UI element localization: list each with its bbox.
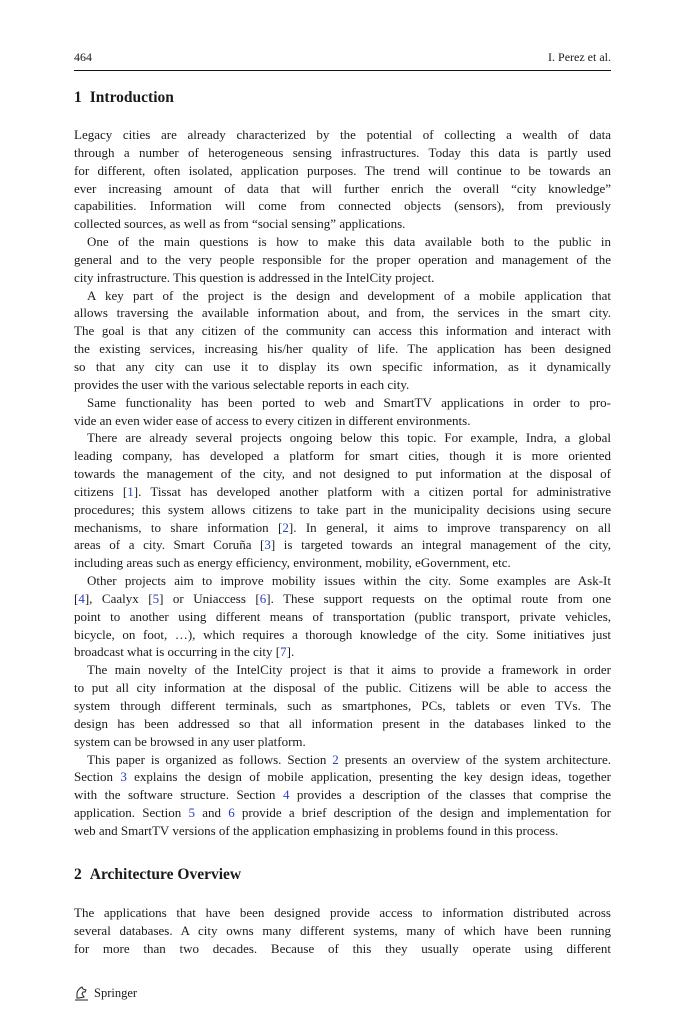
text-line: towards the management of the city, and not designed to put information at the disposal of (74, 466, 611, 482)
text-line: A key part of the project is the design and development of a mobile application that (87, 287, 611, 303)
section-body-architecture (74, 904, 611, 958)
section-heading-introduction (74, 89, 174, 107)
text-line: system through different terminals, such as smartphones, PCs, tablets or even TVs. The (74, 698, 611, 713)
section-body-introduction (74, 126, 611, 840)
text-line (74, 751, 611, 769)
text-line (74, 519, 611, 537)
text-line (74, 643, 611, 661)
citation-link[interactable]: 1 (127, 483, 134, 499)
text-segment: presents an overview of the system architecture. (338, 751, 611, 767)
text-line: the existing services, increasing his/her quality of life. The application has been designed (74, 341, 611, 357)
running-authors: I. Perez et al. (548, 50, 611, 64)
citation-link[interactable]: 5 (152, 590, 160, 606)
text-line: There are already several projects ongoing below this topic. For example, Indra, a global (87, 430, 611, 446)
text-line: The applications that have been designed provide access to information distributed across (74, 905, 611, 920)
text-line: ever increasing amount of data that will further enrich the overall “city knowledge” (74, 180, 611, 196)
text-segment: Section (74, 769, 121, 785)
section-title: Architecture Overview (89, 866, 242, 883)
citation-link[interactable]: 6 (259, 590, 267, 606)
text-segment: ] or Uniaccess [ (159, 590, 260, 606)
text-line (74, 536, 611, 554)
text-line: including areas such as energy efficiency, environment, mobility, eGovernment, etc. (74, 555, 511, 571)
page-number: 464 (74, 50, 92, 64)
text-segment: ]. Tissat has developed another platform with a citizen portal for administrative (133, 483, 611, 499)
header-rule (74, 70, 611, 71)
text-line: bicycle, on foot, …), which requires a thorough knowledge of the city. Some initiatives just (74, 626, 611, 642)
text-line: allows traversing the available information about, and from, the services in the smart city. (74, 305, 611, 321)
text-line: collected sources, as well as from “social sensing” applications. (74, 216, 406, 232)
text-line: Other projects aim to improve mobility issues within the city. Some examples are Ask-It (87, 573, 611, 589)
text-line: Legacy cities are already characterized by the potential of collecting a wealth of data (74, 127, 611, 142)
text-line: One of the main questions is how to make this data available both to the public in (87, 234, 611, 250)
text-line (74, 786, 611, 804)
citation-link[interactable]: 2 (282, 519, 289, 535)
text-line: vide an even wider ease of access to every citizen in different environments. (74, 412, 471, 428)
text-segment: citizens [ (74, 483, 128, 499)
text-line: design has been addressed so that all information present in the databases linked to the (74, 715, 611, 731)
text-segment: ]. These support requests on the optimal route from one (266, 590, 611, 606)
text-line: city infrastructure. This question is addressed in the IntelCity project. (74, 269, 435, 285)
section-title: Introduction (89, 89, 174, 106)
text-line: for different, often isolated, application purposes. The trend will continue to be towards an (74, 162, 611, 178)
text-line (74, 768, 611, 786)
text-segment: application. Section (74, 805, 189, 821)
text-line: procedures; this system allows citizens to take part in the municipality decisions using secure (74, 501, 611, 517)
text-line: The goal is that any citizen of the community can access this information and interact with (74, 323, 611, 339)
section-heading-architecture (74, 866, 241, 884)
text-line: system can be browsed in any user platform. (74, 733, 306, 749)
publisher-footer (74, 985, 137, 1001)
text-line: The main novelty of the IntelCity project is that it aims to provide a framework in order (87, 662, 611, 678)
text-line: to put all city information at the disposal of the public. Citizens will be able to access the (74, 680, 611, 696)
text-segment: and (194, 805, 229, 821)
text-segment: [ (74, 590, 79, 606)
citation-link[interactable]: 3 (120, 769, 127, 785)
text-line: for more than two decades. Because of this they usually operate using different (74, 940, 611, 956)
citation-link[interactable]: 4 (78, 590, 85, 606)
text-line: several databases. A city owns many different systems, many of which have been running (74, 922, 611, 938)
text-line: Same functionality has been ported to web and SmartTV applications in order to pro- (87, 394, 611, 410)
citation-link[interactable]: 4 (282, 787, 290, 803)
citation-link[interactable]: 7 (280, 644, 287, 660)
citation-link[interactable]: 2 (332, 751, 339, 767)
text-line (74, 590, 611, 608)
text-segment: with the software structure. Section (74, 787, 283, 803)
citation-link[interactable]: 3 (264, 537, 271, 553)
publisher-name: Springer (94, 985, 138, 1000)
text-line: so that any city can use it to display its own specific information, as it dynamically (74, 358, 611, 374)
citation-link[interactable]: 5 (188, 805, 195, 821)
section-number: 2 (74, 866, 82, 883)
text-line: through a number of heterogeneous sensing infrastructures. Today this data is partly used (74, 144, 611, 160)
text-segment: This paper is organized as follows. Section (87, 751, 333, 767)
text-segment: provide a brief description of the design and implementation for (234, 805, 611, 821)
text-line (74, 483, 611, 501)
text-line: point to another using different means of transportation (public transport, private vehicles, (74, 608, 611, 624)
citation-link[interactable]: 6 (228, 805, 235, 821)
text-line: general and to the very people responsible for the proper operation and management of the (74, 251, 611, 267)
text-segment: broadcast what is occurring in the city [ (74, 644, 281, 660)
text-segment: ] is targeted towards an integral management of the city, (270, 537, 611, 553)
text-segment: ]. In general, it aims to improve transparency on all (288, 519, 611, 535)
text-segment: ]. (286, 644, 295, 660)
text-line: web and SmartTV versions of the application emphasizing in problems found in this process. (74, 822, 559, 838)
text-line: capabilities. Information will come from connected objects (sensors), from previously (74, 198, 611, 214)
text-segment: provides a description of the classes that comprise the (289, 787, 611, 803)
text-segment: areas of a city. Smart Coruña [ (74, 537, 265, 553)
text-line: leading company, has developed a platform for smart cities, though it is more oriented (74, 448, 611, 464)
springer-horse-logo-icon (74, 985, 90, 1001)
running-header (74, 50, 611, 65)
text-line (74, 804, 611, 822)
section-number: 1 (74, 89, 82, 106)
text-segment: explains the design of mobile application, presenting the key design ideas, together (126, 769, 611, 785)
text-segment: ], Caalyx [ (84, 590, 153, 606)
text-line: provides the user with the various selectable reports in each city. (74, 376, 410, 392)
text-segment: mechanisms, to share information [ (74, 519, 283, 535)
